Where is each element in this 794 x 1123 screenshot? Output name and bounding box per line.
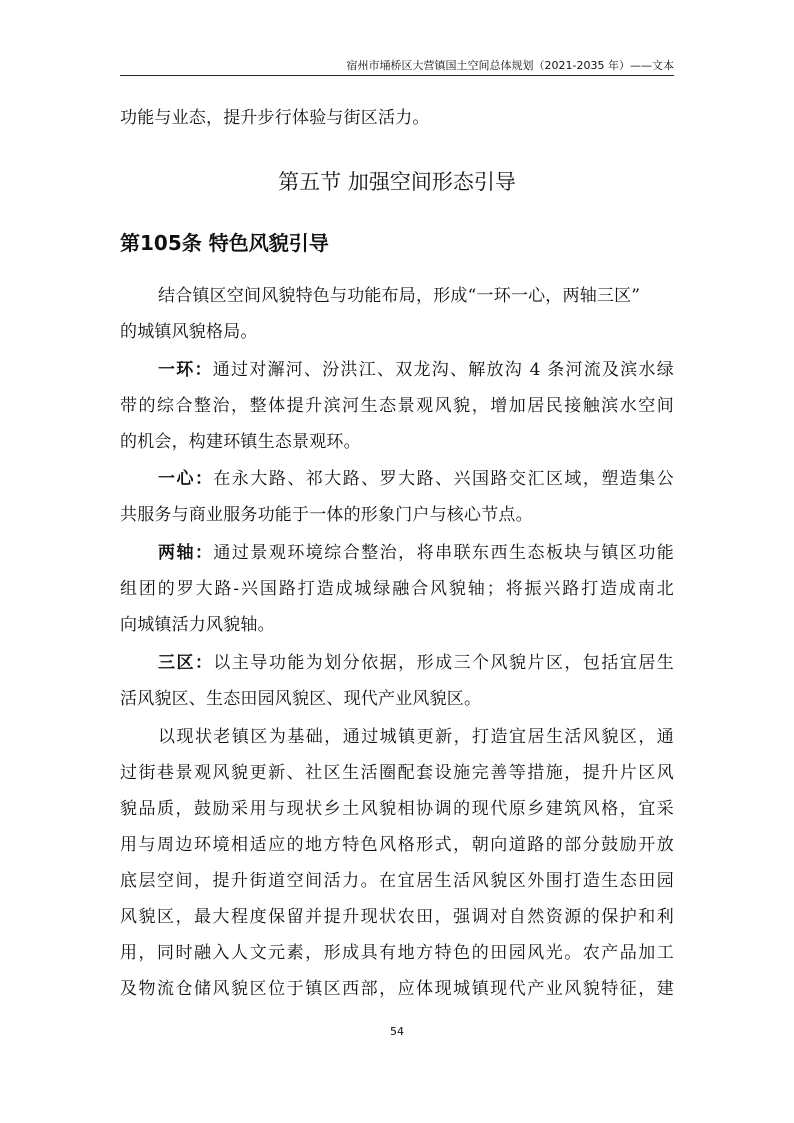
article-title: 第105条 特色风貌引导: [120, 231, 329, 255]
zhou-line: 向城镇活力风貌轴。: [120, 615, 275, 635]
paragraph-line: 风貌区，最大程度保留并提升现状农田，强调对自然资源的保护和利: [120, 907, 674, 927]
qu-text: 以主导功能为划分依据，形成三个风貌片区，包括宜居生: [213, 653, 674, 673]
xin-line: 共服务与商业服务功能于一体的形象门户与核心节点。: [120, 505, 533, 525]
huan-text: 通过对澥河、汾洪江、双龙沟、解放沟 4 条河流及滨水绿: [212, 360, 674, 380]
running-header: 宿州市埇桥区大营镇国土空间总体规划（2021-2035 年）——文本: [346, 59, 674, 72]
page-number: 54: [390, 1025, 404, 1038]
zhou-label: 两轴：: [158, 543, 214, 563]
qu-first-line: [158, 644, 674, 682]
huan-line: 带的综合整治，整体提升滨河生态景观风貌，增加居民接触滨水空间: [120, 396, 674, 416]
qu-line: 活风貌区、生态田园风貌区、现代产业风貌区。: [120, 689, 482, 709]
zhou-text: 通过景观环境综合整治，将串联东西生态板块与镇区功能: [213, 543, 674, 563]
paragraph-line: 用与周边环境相适应的地方特色风格形式，朝向道路的部分鼓励开放: [120, 835, 674, 855]
huan-line: 的机会，构建环镇生态景观环。: [120, 432, 361, 452]
paragraph-line: 及物流仓储风貌区位于镇区西部，应体现城镇现代产业风貌特征，建: [120, 979, 674, 999]
zhou-line: 组团的罗大路-兴国路打造成城绿融合风貌轴；将振兴路打造成南北: [120, 579, 674, 599]
huan-first-line: [158, 351, 674, 389]
header-rule: [120, 75, 674, 76]
paragraph-line: 底层空间，提升街道空间活力。在宜居生活风貌区外围打造生态田园: [120, 871, 674, 891]
paragraph-line: 过街巷景观风貌更新、社区生活圈配套设施完善等措施，提升片区风: [120, 763, 674, 783]
xin-first-line: [158, 460, 674, 498]
intro-line: 结合镇区空间风貌特色与功能布局，形成“一环一心，两轴三区”: [158, 286, 641, 306]
huan-label: 一环：: [158, 360, 213, 380]
paragraph-line: 用，同时融入人文元素，形成具有地方特色的田园风光。农产品加工: [120, 943, 674, 963]
section-title: 第五节 加强空间形态引导: [278, 170, 516, 194]
continued-text-line: 功能与业态，提升步行体验与街区活力。: [120, 108, 430, 128]
paragraph-line: 貌品质，鼓励采用与现状乡土风貌相协调的现代原乡建筑风格，宜采: [120, 799, 674, 819]
xin-label: 一心：: [158, 469, 214, 489]
intro-line: 的城镇风貌格局。: [120, 322, 258, 342]
zhou-first-line: [158, 534, 674, 572]
paragraph-line: 以现状老镇区为基础，通过城镇更新，打造宜居生活风貌区，通: [158, 727, 674, 747]
xin-text: 在永大路、祁大路、罗大路、兴国路交汇区域，塑造集公: [213, 469, 674, 489]
qu-label: 三区：: [158, 653, 214, 673]
